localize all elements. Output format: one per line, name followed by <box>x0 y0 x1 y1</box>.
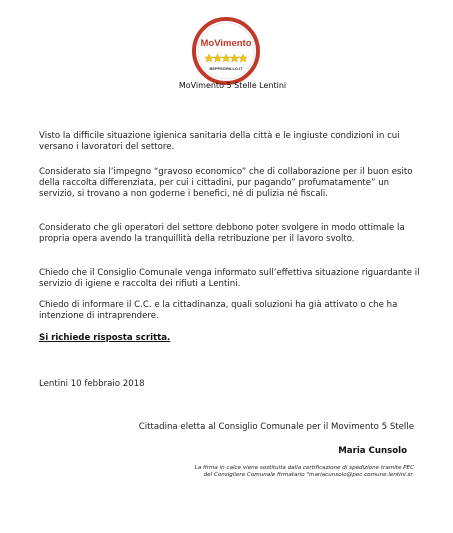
paragraph-request-info: Chiedo che il Consiglio Comunale venga informato sull’effettiva situazione riguardante il servizio di igiene e raccolta dei rifiuti a Lentini. <box>39 268 420 289</box>
logo-wordmark: MoVimento <box>200 38 252 49</box>
signature-name: Maria Cunsolo <box>338 446 407 456</box>
paragraph-situation: Visto la difficile situazione igienica sanitaria della città e le ingiuste condizioni in cui versano i lavoratori del settore. <box>39 131 400 152</box>
document-date: Lentini 10 febbraio 2018 <box>39 379 145 389</box>
pec-note-line-2: del Consigliere Comunale firmatario "mariacunsolo@pec.comune.lentini.sr. <box>203 472 414 478</box>
pec-note <box>114 465 414 479</box>
paragraph-request-solutions: Chiedo di informare il C.C. e la cittadinanza, quali soluzioni ha già attivato o che ha intenzione di intraprendere. <box>39 300 398 321</box>
logo-url: BEPPEGRILLO.IT <box>209 66 243 71</box>
signature-role: Cittadina eletta al Consiglio Comunale per il Movimento 5 Stelle <box>138 422 414 432</box>
header-caption: MoVimento 5 Stelle Lentini <box>178 81 287 90</box>
written-answer-request: Si richiede risposta scritta. <box>39 333 171 343</box>
movimento-logo <box>192 17 260 85</box>
paragraph-economic-effort: Considerato sia l’impegno “gravoso economico” che di collaborazione per il buon esito della raccolta differenziata, per cui i cittadini, pur pagando” profumatamente” un servizio, si trovano a non goderne i benefici, né di pulizia né fiscali. <box>39 167 413 199</box>
paragraph-workers: Considerato che gli operatori del settore debbono poter svolgere in modo ottimale la propria opera avendo la tranquillità della retribuzione per il lavoro svolto. <box>39 223 405 244</box>
pec-note-line-1: La firma in calce viene sostituita dalla certificazione di spedizione tramite PEC <box>194 465 414 471</box>
